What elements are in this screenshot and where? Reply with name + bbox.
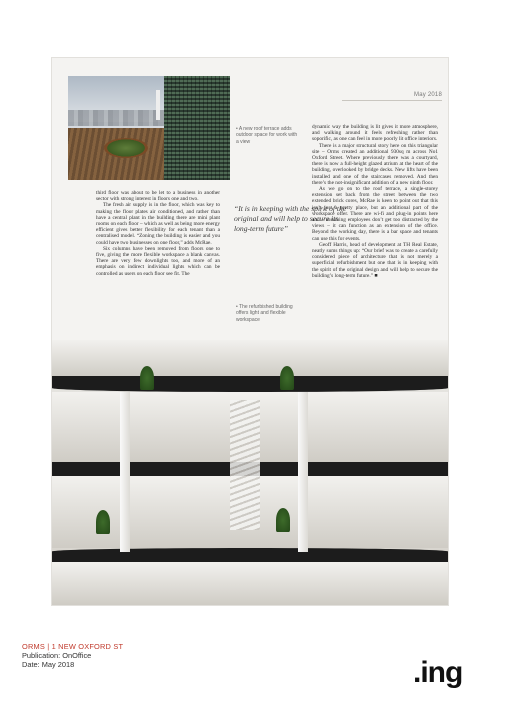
- workspace-caption: • The refurbished building offers light and flexible workspace: [236, 304, 293, 323]
- page-date-header: May 2018: [414, 92, 442, 98]
- photo-staircase: [230, 400, 260, 530]
- paragraph: There is a major structural story here on this triangular site – Orms created an additional 930sq m across No1 Oxford Street. Where previously there was a courtyard, there is now a full-height glazed atrium at the heart of the building, overlooked by bridge decks. New lifts have been installed and one of the staircases removed. And then there’s the not-insignificant addition of a new ninth floor.: [312, 142, 438, 186]
- paragraph: Six columns have been removed from floors one to five, giving the more flexible workspace a blank canvas. There are very few downlights too, and more of an emphasis on indirect individual lights which can be controlled as users on each floor see fit. The: [96, 245, 220, 277]
- photo-ceiling: [52, 340, 448, 376]
- paragraph: third floor was about to be let to a business in another sector with strong interest in floors one and two.: [96, 190, 220, 203]
- terrace-caption: • A new roof terrace adds outdoor space for work with a view: [236, 126, 298, 145]
- paragraph: The fresh air supply is in the floor, which was key to making the floor plates air conditioned, and rather than have a central plant in the building there are mini plant rooms on each floor – which as well as being more energy efficient gives better flexibility for each tenant than a centralised model. “Zoning the building is easier and you could have two businesses on one floor,” adds McRae.: [96, 202, 220, 246]
- atrium-photo: [52, 340, 448, 605]
- client-brand-line: ORMS | 1 NEW OXFORD ST: [22, 642, 124, 651]
- header-rule: [342, 100, 442, 101]
- photo-plant: [96, 510, 110, 534]
- photo-crane: [156, 90, 160, 120]
- ing-logo: .ing: [413, 656, 463, 689]
- photo-level-glass: [52, 562, 448, 605]
- magazine-page: [52, 58, 448, 605]
- photo-facade: [164, 76, 230, 180]
- roof-terrace-photo: [68, 76, 230, 180]
- publication-date-line: Date: May 2018: [22, 660, 75, 669]
- pull-quote: “It is in keeping with the spirit of the original and will help to secure its long-term future”: [234, 204, 347, 233]
- photo-floor-slab: [52, 548, 448, 562]
- paragraph: As we go on to the roof terrace, a single-storey extension set back from the street between the two extended brick cores, McRae is keen to point out that this isn’t just a pretty place, but an additional part of the workspace offer. There are wi-fi and plug-in points here and – assuming employees don’t get too distracted by the views – it can function as an extension of the office. Beyond the working day, there is a bar space and tenants can use this for events.: [312, 186, 438, 242]
- photo-planter: [104, 138, 148, 158]
- photo-plant: [140, 366, 154, 390]
- photo-column: [298, 392, 308, 552]
- text-column-right: [312, 124, 438, 279]
- footer-source-info: [22, 642, 123, 669]
- paragraph: Geoff Harris, head of development at TH Real Estate, neatly sums things up: “Our brief was to create a carefully considered piece of architecture that is not merely a superficial refurbishment but one that is in keeping with the spirit of the original design and will help to secure the building’s long-term future.” ■: [312, 241, 438, 279]
- photo-plant: [280, 366, 294, 390]
- photo-column: [120, 392, 130, 552]
- photo-floor-slab: [52, 376, 448, 392]
- photo-plant: [276, 508, 290, 532]
- publication-line: Publication: OnOffice: [22, 651, 92, 660]
- text-column-left: [96, 190, 220, 277]
- paragraph: dynamic way the building is lit gives it more atmosphere, and walking around it feels refreshing rather than soporific, as one can feel in more poorly lit office interiors.: [312, 124, 438, 143]
